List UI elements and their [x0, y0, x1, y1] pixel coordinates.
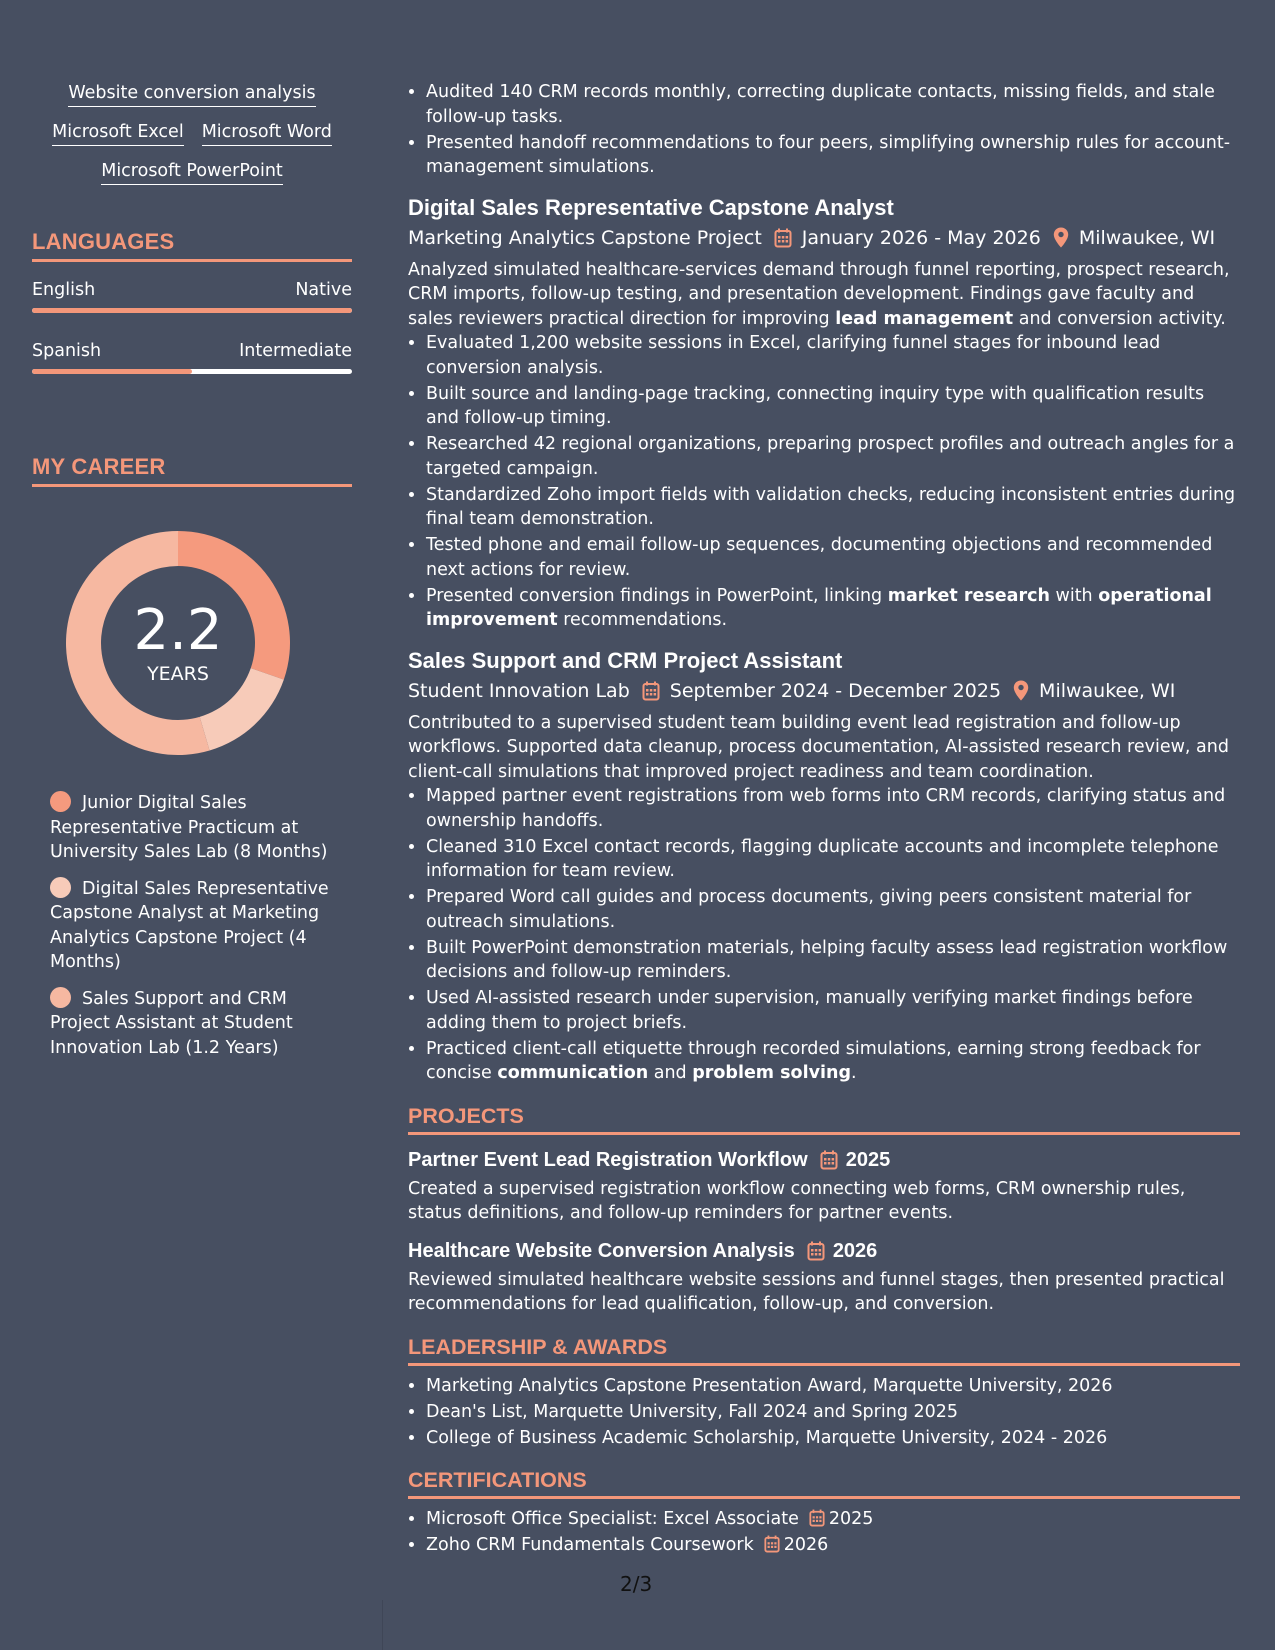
bullet-item: • Researched 42 regional organizations, preparing prospect profiles and outreach angles for a targeted campaign. [426, 432, 1240, 481]
award-item: • Dean's List, Marquette University, Fall 2024 and Spring 2025 [426, 1400, 1240, 1425]
column-divider [382, 1600, 383, 1650]
language-item [32, 341, 352, 374]
legend-dot [50, 791, 71, 812]
certification-name: Microsoft Office Specialist: Excel Associate [426, 1509, 799, 1529]
job-org: Student Innovation Lab [408, 679, 630, 702]
bullet-item: • Audited 140 CRM records monthly, correcting duplicate contacts, missing fields, and stale follow-up tasks. [426, 80, 1240, 129]
bullet-text: recommendations. [557, 610, 728, 630]
summary-text: and conversion activity. [1013, 308, 1226, 329]
project-title: Healthcare Website Conversion Analysis [408, 1239, 795, 1262]
calendar-icon [807, 1241, 825, 1261]
certifications-heading: CERTIFICATIONS [408, 1468, 1240, 1499]
bullet-item: • Cleaned 310 Excel contact records, flagging duplicate accounts and incomplete telephone information for team review. [426, 835, 1240, 884]
job-bullets [408, 331, 1240, 633]
job-dates: September 2024 - December 2025 [669, 679, 1002, 702]
skill-tag[interactable]: Microsoft PowerPoint [101, 160, 283, 185]
certification-item [426, 1533, 1240, 1558]
right-column [408, 80, 1240, 1559]
bullet-item: • Mapped partner event registrations from web forms into CRM records, clarifying status and ownership handoffs. [426, 784, 1240, 833]
certification-year: 2025 [828, 1509, 874, 1529]
legend-dot [50, 877, 71, 898]
bullet-bold: market research [887, 585, 1050, 606]
job-dates: January 2026 - May 2026 [801, 226, 1041, 249]
language-level: Native [295, 280, 352, 300]
awards-section [408, 1335, 1240, 1451]
project-title-row [408, 1238, 1240, 1264]
skill-row [32, 121, 352, 146]
page-number: 2/3 [620, 1572, 653, 1596]
languages-section [32, 229, 352, 374]
language-level: Intermediate [239, 341, 352, 361]
career-legend-item [50, 877, 340, 975]
job-location: Milwaukee, WI [1039, 679, 1176, 702]
language-bar [32, 369, 352, 374]
projects-section [408, 1104, 1240, 1317]
bullet-item: • Built PowerPoint demonstration materials, helping faculty assess lead registration workflow decisions and follow-up reminders. [426, 936, 1240, 985]
job-meta [408, 224, 1240, 252]
bullet-item: • Tested phone and email follow-up sequences, documenting objections and recommended next actions for review. [426, 533, 1240, 582]
project-year: 2025 [845, 1148, 891, 1171]
summary-text: Analyzed simulated healthcare-services demand through funnel reporting, prospect research, CRM imports, follow-up testing, and presentation development. Findings gave faculty and sales reviewers practical direction for improving [408, 259, 1230, 329]
legend-label: Sales Support and CRM Project Assistant at Student Innovation Lab (1.2 Years) [50, 988, 293, 1058]
bullet-bold: communication [497, 1063, 649, 1083]
left-column [32, 82, 352, 1072]
project-entry [408, 1238, 1240, 1317]
bullet-item: • Used AI-assisted research under supervision, manually verifying market findings before adding them to project briefs. [426, 986, 1240, 1035]
bullet-item: • Prepared Word call guides and process documents, giving peers consistent material for outreach simulations. [426, 885, 1240, 934]
location-pin-icon [1053, 227, 1069, 248]
skill-row [32, 160, 352, 185]
bullet-text: with [1049, 585, 1099, 606]
legend-label: Junior Digital Sales Representative Practicum at University Sales Lab (8 Months) [50, 793, 328, 862]
bullet-item [426, 584, 1240, 633]
language-bar-fill [32, 308, 352, 313]
project-year: 2026 [832, 1239, 878, 1262]
project-title-row [408, 1147, 1240, 1173]
calendar-icon [820, 1150, 838, 1170]
bullet-item: • Built source and landing-page tracking, connecting inquiry type with qualification results and follow-up timing. [426, 382, 1240, 431]
certifications-list [408, 1507, 1240, 1558]
certification-year: 2026 [783, 1535, 829, 1555]
job-summary: Contributed to a supervised student team building event lead registration and follow-up workflows. Supported data cleanup, process documentation, AI-assisted research review, and client-call simulations that improved project readiness and team coordination. [408, 712, 1229, 782]
language-name: English [32, 280, 96, 300]
skill-tag[interactable]: Microsoft Excel [52, 121, 184, 146]
career-legend [32, 791, 352, 1060]
calendar-icon [764, 1535, 780, 1553]
calendar-icon [809, 1509, 825, 1527]
summary-bold: lead management [835, 308, 1014, 329]
language-item [32, 280, 352, 313]
experience-entry [408, 194, 1240, 633]
career-legend-item [50, 791, 340, 865]
continued-bullets [408, 80, 1240, 180]
award-item: • College of Business Academic Scholarship, Marquette University, 2024 - 2026 [426, 1426, 1240, 1451]
experience-entry [408, 647, 1240, 1086]
project-title: Partner Event Lead Registration Workflow [408, 1148, 808, 1171]
skills-list [32, 82, 352, 185]
legend-dot [50, 987, 71, 1008]
languages-heading: LANGUAGES [32, 229, 352, 262]
location-pin-icon [1013, 680, 1029, 701]
project-description: Created a supervised registration workflow connecting web forms, CRM ownership rules, status definitions, and follow-up reminders for partner events. [408, 1178, 1186, 1223]
job-title: Digital Sales Representative Capstone Analyst [408, 194, 894, 220]
certification-name: Zoho CRM Fundamentals Coursework [426, 1535, 754, 1555]
skill-row [32, 82, 352, 107]
bullet-text: . [850, 1063, 857, 1083]
language-bar [32, 308, 352, 313]
job-title: Sales Support and CRM Project Assistant [408, 647, 843, 673]
career-total-unit: YEARS [147, 663, 209, 685]
job-bullets [408, 784, 1240, 1086]
career-legend-item [50, 987, 340, 1061]
bullet-item: • Evaluated 1,200 website sessions in Excel, clarifying funnel stages for inbound lead conversion analysis. [426, 331, 1240, 380]
bullet-text: Practiced client-call etiquette through recorded simulations, earning strong feedback for concise [426, 1038, 1201, 1083]
job-location: Milwaukee, WI [1078, 226, 1216, 249]
award-item: • Marketing Analytics Capstone Presentation Award, Marquette University, 2026 [426, 1374, 1240, 1399]
job-summary [408, 258, 1240, 332]
career-heading: MY CAREER [32, 454, 352, 487]
bullet-item: • Presented handoff recommendations to four peers, simplifying ownership rules for account-management simulations. [426, 131, 1240, 180]
awards-list [408, 1374, 1240, 1451]
career-donut-chart [64, 529, 292, 757]
bullet-bold: operational improvement [426, 585, 1212, 630]
bullet-item [426, 1037, 1240, 1086]
certification-item [426, 1507, 1240, 1532]
skill-tag[interactable]: Microsoft Word [202, 121, 332, 146]
project-entry [408, 1147, 1240, 1226]
project-description: Reviewed simulated healthcare website sessions and funnel stages, then presented practical recommendations for lead qualification, follow-up, and conversion. [408, 1269, 1225, 1314]
job-org: Marketing Analytics Capstone Project [408, 226, 762, 249]
bullet-bold: problem solving [692, 1063, 851, 1083]
career-section [32, 454, 352, 1060]
language-name: Spanish [32, 341, 102, 361]
language-bar-fill [32, 369, 192, 374]
projects-heading: PROJECTS [408, 1104, 1240, 1135]
legend-label: Digital Sales Representative Capstone Analyst at Marketing Analytics Capstone Project (4 Months) [50, 878, 329, 972]
certifications-section [408, 1468, 1240, 1558]
career-total-value: 2.2 [133, 598, 223, 663]
bullet-text: and [648, 1063, 693, 1083]
awards-heading: LEADERSHIP & AWARDS [408, 1335, 1240, 1366]
bullet-text: Presented conversion findings in PowerPoint, linking [426, 585, 888, 606]
calendar-icon [642, 681, 660, 701]
job-meta [408, 677, 1240, 705]
calendar-icon [774, 228, 792, 248]
bullet-item: • Standardized Zoho import fields with validation checks, reducing inconsistent entries during final team demonstration. [426, 483, 1240, 532]
skill-tag[interactable]: Website conversion analysis [68, 82, 315, 107]
